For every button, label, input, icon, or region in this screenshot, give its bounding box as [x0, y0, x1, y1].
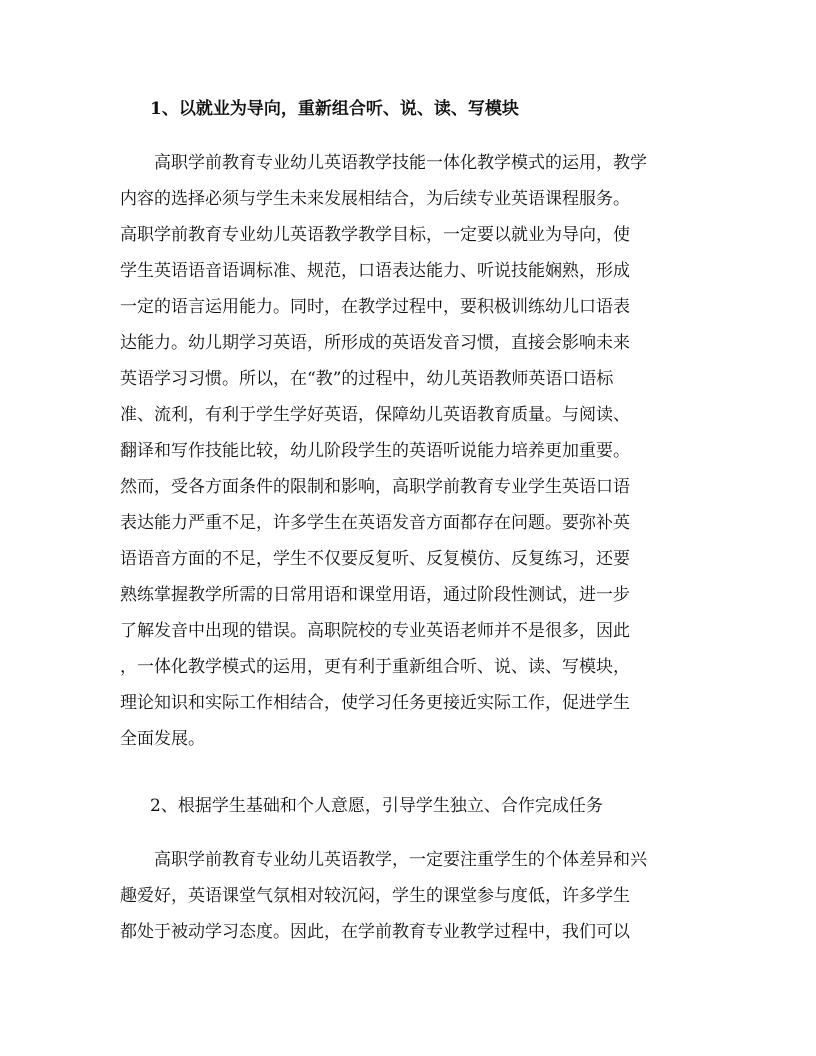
- paragraph-line: 趣爱好，英语课堂气氛相对较沉闷，学生的课堂参与度低，许多学生: [120, 886, 630, 906]
- section-1-paragraph: [120, 145, 700, 757]
- paragraph-line: 学生英语语音语调标准、规范，口语表达能力、听说技能娴熟，形成: [120, 261, 630, 281]
- section-2-heading: 2、根据学生基础和个人意愿，引导学生独立、合作完成任务: [150, 796, 603, 816]
- paragraph-line: 全面发展。: [120, 729, 205, 749]
- paragraph-line: ，一体化教学模式的运用，更有利于重新组合听、说、读、写模块，: [120, 657, 630, 677]
- section-1-heading: 1、以就业为导向，重新组合听、说、读、写模块: [150, 99, 519, 119]
- paragraph-line: 熟练掌握教学所需的日常用语和课堂用语，通过阶段性测试，进一步: [120, 585, 630, 605]
- paragraph-line: 表达能力严重不足，许多学生在英语发音方面都存在问题。要弥补英: [120, 513, 630, 533]
- section-2-paragraph: [120, 842, 700, 950]
- paragraph-line: 语语音方面的不足，学生不仅要反复听、反复模仿、反复练习，还要: [120, 549, 630, 569]
- paragraph-line: 达能力。幼儿期学习英语，所形成的英语发音习惯，直接会影响未来: [120, 333, 630, 353]
- paragraph-line: 理论知识和实际工作相结合，使学习任务更接近实际工作，促进学生: [120, 693, 630, 713]
- paragraph-line: 高职学前教育专业幼儿英语教学教学目标，一定要以就业为导向，使: [120, 225, 630, 245]
- paragraph-line: 英语学习习惯。所以，在“教”的过程中，幼儿英语教师英语口语标: [120, 369, 614, 389]
- paragraph-line: 高职学前教育专业幼儿英语教学技能一体化教学模式的运用，教学: [154, 153, 647, 173]
- paragraph-line: 准、流利，有利于学生学好英语，保障幼儿英语教育质量。与阅读、: [120, 405, 630, 425]
- paragraph-line: 了解发音中出现的错误。高职院校的专业英语老师并不是很多，因此: [120, 621, 630, 641]
- paragraph-line: 内容的选择必须与学生未来发展相结合，为后续专业英语课程服务。: [120, 189, 630, 209]
- paragraph-line: 都处于被动学习态度。因此，在学前教育专业教学过程中，我们可以: [120, 922, 630, 942]
- paragraph-line: 然而，受各方面条件的限制和影响，高职学前教育专业学生英语口语: [120, 477, 630, 497]
- paragraph-line: 翻译和写作技能比较，幼儿阶段学生的英语听说能力培养更加重要。: [120, 441, 630, 461]
- paragraph-line: 一定的语言运用能力。同时，在教学过程中，要积极训练幼儿口语表: [120, 297, 630, 317]
- paragraph-line: 高职学前教育专业幼儿英语教学，一定要注重学生的个体差异和兴: [154, 850, 647, 870]
